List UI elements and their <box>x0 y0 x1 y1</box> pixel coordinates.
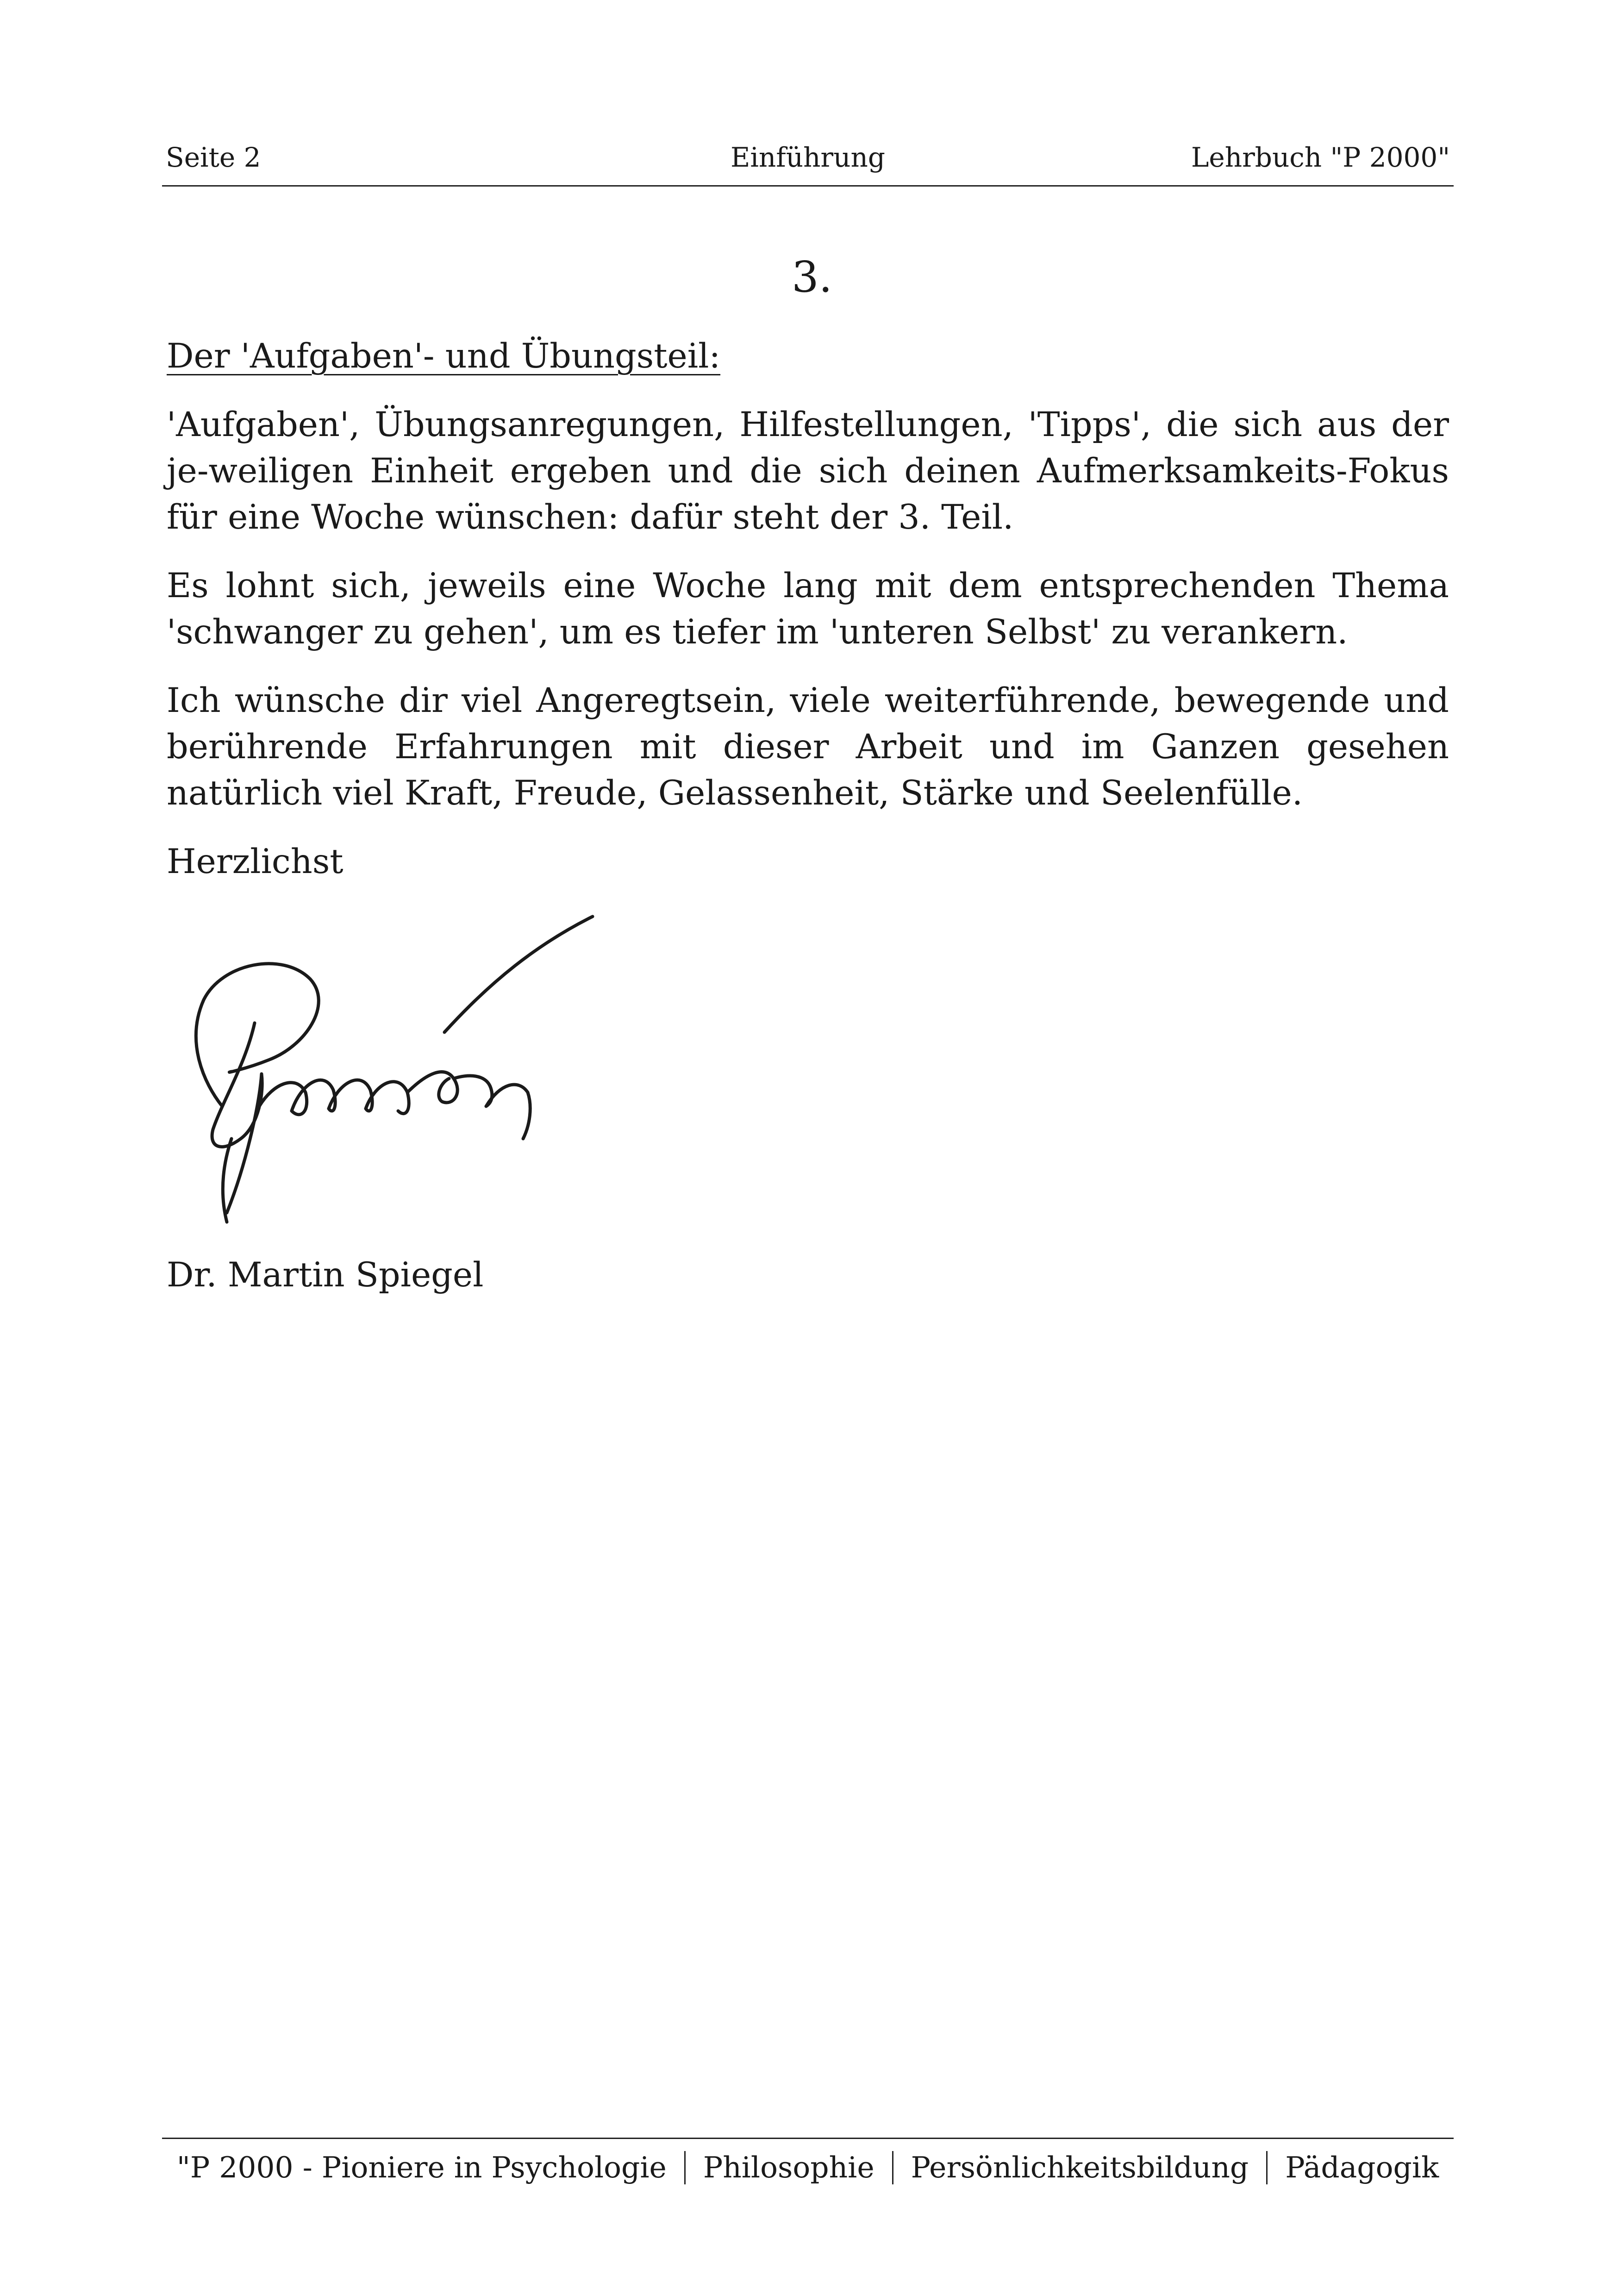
footer-series-title: "P 2000 - Pioniere in Psychologie <box>176 2151 667 2184</box>
section-number: 3. <box>792 252 832 302</box>
paragraph-3: Ich wünsche dir viel Angeregtsein, viele weiterführende, bewegende und berührende Erfahrungen mit dieser Arbeit und im Ganzen gesehen natürlich viel Kraft, Freude, Gelassenheit, Stärke und Seelenfülle. <box>167 681 1449 813</box>
header-book-title: Lehrbuch "P 2000" <box>1191 142 1450 173</box>
header-chapter-title: Einführung <box>731 142 885 173</box>
page-footer <box>162 2138 1454 2184</box>
author-name: Dr. Martin Spiegel <box>167 1255 484 1295</box>
paragraph-2: Es lohnt sich, jeweils eine Woche lang mit dem entsprechenden Thema 'schwanger zu gehen', um es tiefer im 'unteren Selbst' zu verankern. <box>167 566 1449 652</box>
section-heading: Der 'Aufgaben'- und Übungsteil: <box>167 337 721 376</box>
header-page-number: Seite 2 <box>166 142 261 173</box>
main-content <box>167 333 1449 885</box>
paragraph-1: 'Aufgaben', Übungsanregungen, Hilfestellungen, 'Tipps', die sich aus der je-weiligen Einheit ergeben und die sich deinen Aufmerksamkeits-Fokus für eine Woche wünschen: dafür steht der 3. Teil. <box>167 405 1449 537</box>
handwritten-signature <box>167 907 630 1241</box>
footer-topic-pedagogy: Pädagogik <box>1266 2151 1456 2184</box>
footer-topic-philosophy: Philosophie <box>684 2151 892 2184</box>
footer-topic-personality: Persönlichkeitsbildung <box>892 2151 1267 2184</box>
closing-salutation: Herzlichst <box>167 842 344 881</box>
page-header <box>162 134 1454 187</box>
